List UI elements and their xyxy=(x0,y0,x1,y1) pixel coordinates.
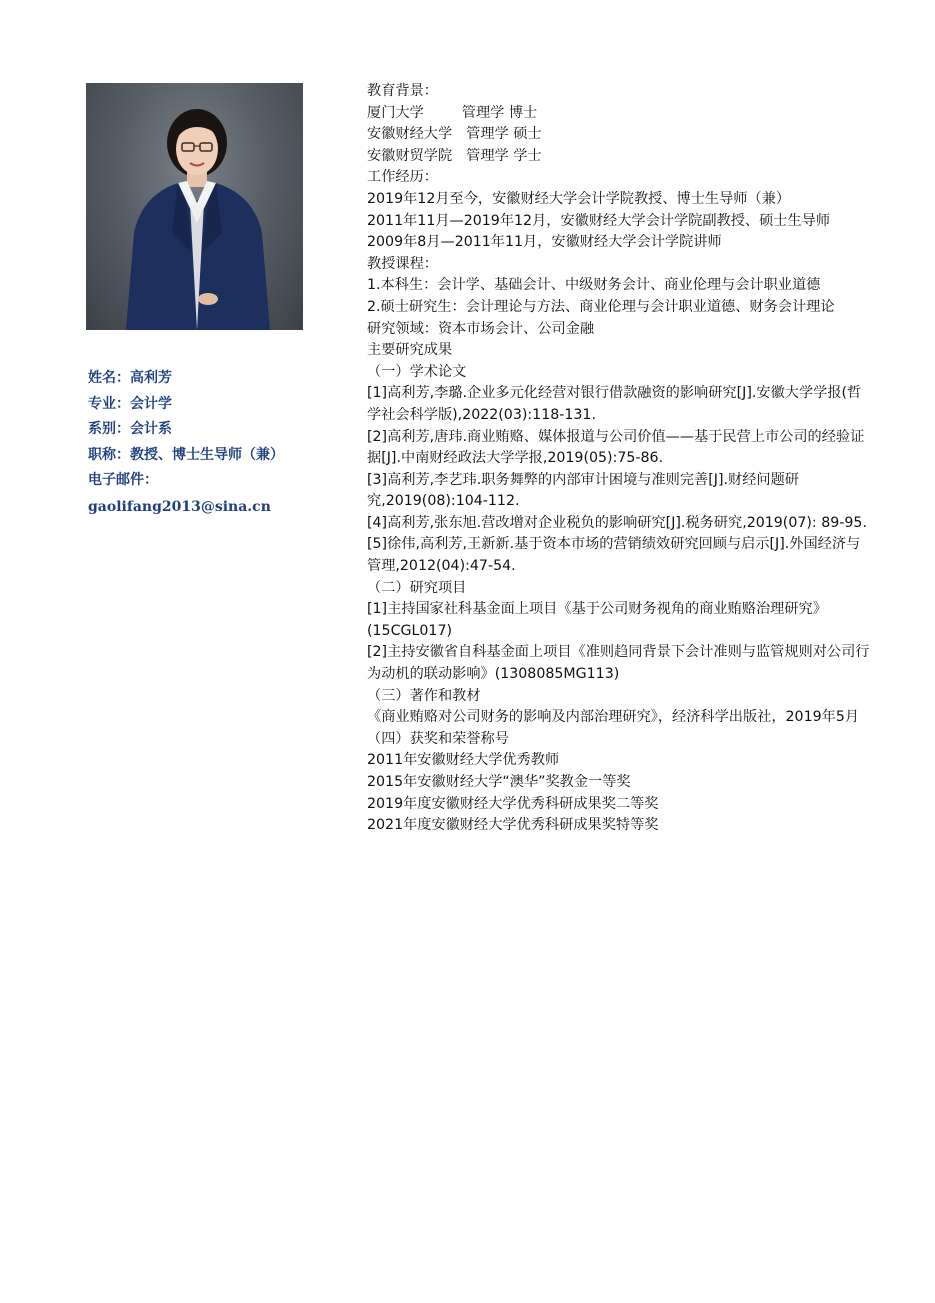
profile-email-label: 电子邮件： xyxy=(88,472,158,488)
profile-name: 姓名：高利芳 xyxy=(88,370,172,386)
education-item xyxy=(367,124,872,146)
paper-item: [4]高利芳,张东旭.营改增对企业税负的影响研究[J].税务研究,2019(07): 89-95. xyxy=(367,514,867,531)
books-heading: （三）著作和教材 xyxy=(367,687,481,704)
work-heading: 工作经历： xyxy=(367,169,438,186)
education-school: 安徽财经大学 xyxy=(367,126,453,143)
education-field: 管理学 博士 xyxy=(461,104,538,121)
education-field: 管理学 硕士 xyxy=(466,126,542,143)
profile-title: 职称：教授、博士生导师（兼） xyxy=(88,446,284,463)
course-item: 1.本科生：会计学、基础会计、中级财务会计、商业伦理与会计职业道德 xyxy=(367,277,821,294)
education-field: 管理学 学士 xyxy=(466,147,542,164)
courses-heading: 教授课程： xyxy=(367,255,438,272)
profile-department: 系别：会计系 xyxy=(88,421,172,437)
paper-item: [2]高利芳,唐玮.商业贿赂、媒体报道与公司价值——基于民营上市公司的经验证据[J].中南财经政法大学学报,2019(05):75-86. xyxy=(367,428,865,467)
paper-item: [1]高利芳,李璐.企业多元化经营对银行借款融资的影响研究[J].安徽大学学报(哲学社会科学版),2022(03):118-131. xyxy=(367,385,862,423)
achievements-heading: 主要研究成果 xyxy=(367,342,453,359)
paper-item: [5]徐伟,高利芳,王新新.基于资本市场的营销绩效研究回顾与启示[J].外国经济与管理,2012(04):47-54. xyxy=(367,536,861,575)
education-school: 安徽财贸学院 xyxy=(367,147,453,164)
resume-content xyxy=(367,81,872,837)
work-item: 2019年12月至今，安徽财经大学会计学院教授、博士生导师（兼） xyxy=(367,190,791,207)
profile-block xyxy=(88,366,338,520)
work-item: 2009年8月—2011年11月，安徽财经大学会计学院讲师 xyxy=(367,234,722,251)
award-item: 2015年安徽财经大学“澳华”奖教金一等奖 xyxy=(367,774,631,790)
portrait-photo xyxy=(86,83,303,330)
awards-heading: （四）获奖和荣誉称号 xyxy=(367,730,509,747)
profile-major: 专业：会计学 xyxy=(88,395,172,412)
book-item: 《商业贿赂对公司财务的影响及内部治理研究》，经济科学出版社，2019年5月 xyxy=(367,709,860,726)
research-field: 研究领域：资本市场会计、公司金融 xyxy=(367,320,595,337)
education-item xyxy=(367,146,872,168)
project-item: [1]主持国家社科基金面上项目《基于公司财务视角的商业贿赂治理研究》(15CGL017) xyxy=(367,601,827,639)
paper-item: [3]高利芳,李艺玮.职务舞弊的内部审计困境与准则完善[J].财经问题研究,2019(08):104-112. xyxy=(367,471,799,510)
projects-heading: （二）研究项目 xyxy=(367,579,467,596)
award-item: 2011年安徽财经大学优秀教师 xyxy=(367,752,560,769)
profile-email[interactable]: gaolifang2013@sina.cn xyxy=(88,498,271,515)
project-item: [2]主持安徽省自科基金面上项目《准则趋同背景下会计准则与监管规则对公司行为动机的联动影响》(1308085MG113) xyxy=(367,644,870,683)
education-heading: 教育背景： xyxy=(367,83,438,99)
portrait-illustration xyxy=(86,83,303,330)
education-item xyxy=(367,103,872,125)
papers-heading: （一）学术论文 xyxy=(367,363,467,380)
course-item: 2.硕士研究生：会计理论与方法、商业伦理与会计职业道德、财务会计理论 xyxy=(367,298,835,315)
award-item: 2019年度安徽财经大学优秀科研成果奖二等奖 xyxy=(367,795,659,812)
work-item: 2011年11月—2019年12月，安徽财经大学会计学院副教授、硕士生导师 xyxy=(367,212,831,229)
award-item: 2021年度安徽财经大学优秀科研成果奖特等奖 xyxy=(367,817,659,834)
education-school: 厦门大学 xyxy=(367,104,424,121)
